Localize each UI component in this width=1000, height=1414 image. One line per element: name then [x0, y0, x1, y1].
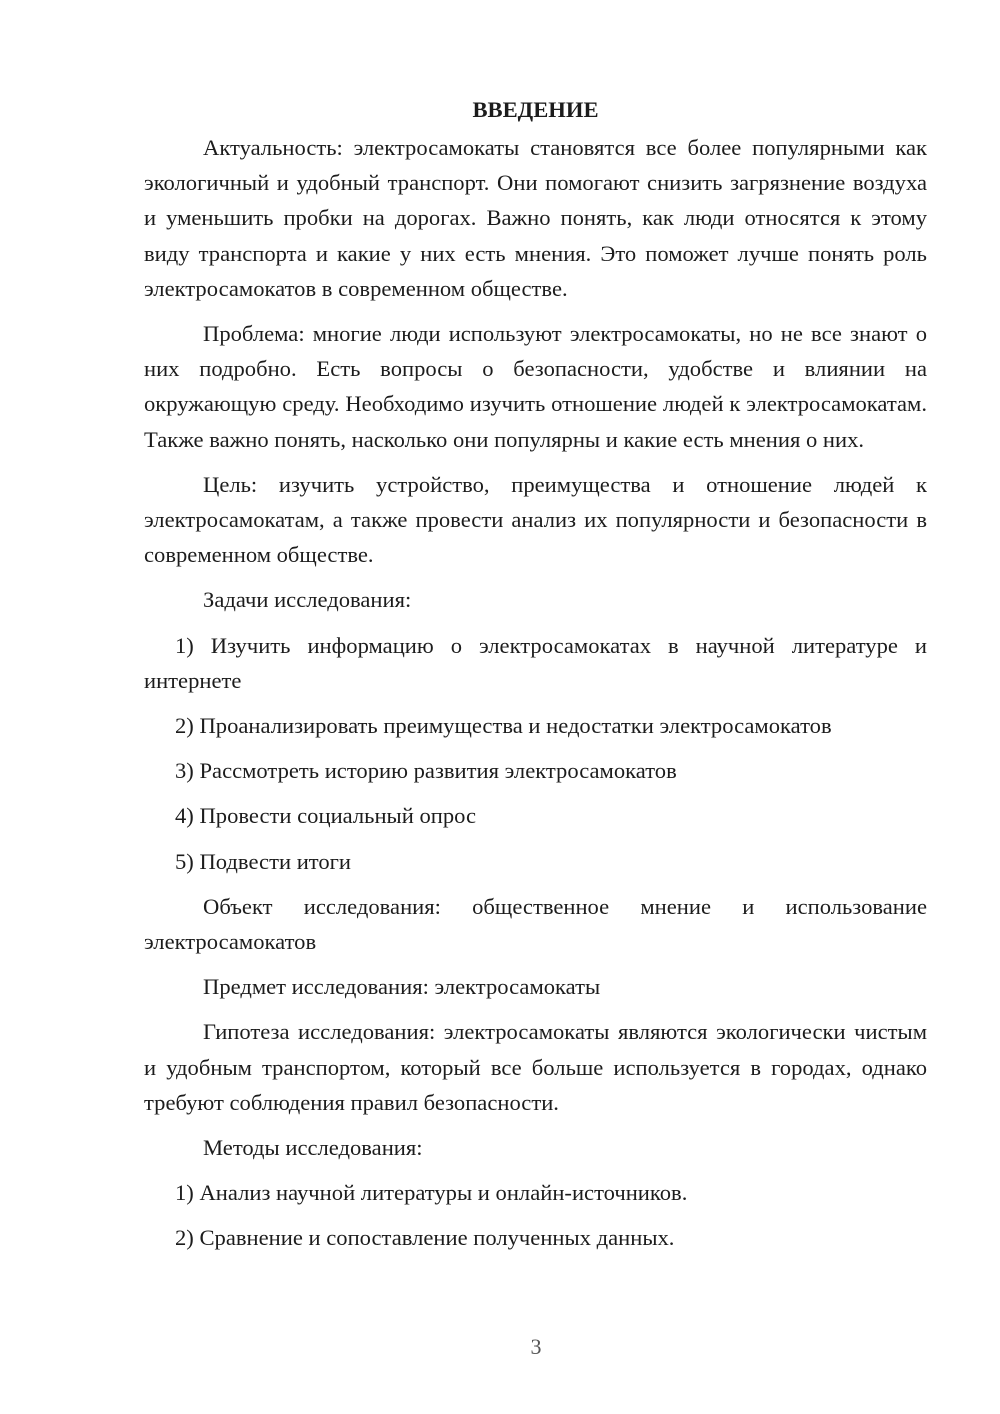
- section-title: ВВЕДЕНИЕ: [472, 97, 599, 122]
- method-item: 2) Сравнение и сопоставление полученных данных.: [175, 1225, 675, 1251]
- task-item: 5) Подвести итоги: [175, 848, 352, 874]
- hypothesis-paragraph: Гипотеза исследования: электросамокаты являются экологически чистым и удобным транспортом, который все больше используется в городах, однако требуют соблюдения правил безопасности.: [144, 1019, 927, 1115]
- goal-paragraph: Цель: изучить устройство, преимущества и отношение людей к электросамокатам, а также провести анализ их популярности и безопасности в современном обществе.: [144, 471, 927, 568]
- relevance-paragraph: Актуальность: электросамокаты становятся все более популярными как экологичный и удобный транспорт. Они помогают снизить загрязнение воздуха и уменьшить пробки на дорогах. Важно понять, как люди относятся к этому виду транспорта и какие у них есть мнения. Это поможет лучше понять роль электросамокатов в современном обществе.: [144, 135, 927, 301]
- task-item: 1) Изучить информацию о электросамокатах в научной литературе и интернете: [144, 632, 927, 693]
- subject-paragraph: Предмет исследования: электросамокаты: [203, 974, 601, 1000]
- task-item: 4) Провести социальный опрос: [175, 803, 477, 829]
- task-item: 3) Рассмотреть историю развития электросамокатов: [175, 758, 677, 784]
- page-number: 3: [530, 1334, 542, 1359]
- problem-paragraph: Проблема: многие люди используют электросамокаты, но не все знают о них подробно. Есть вопросы о безопасности, удобстве и влиянии на окружающую среду. Необходимо изучить отношение людей к электросамокатам. Также важно понять, насколько они популярны и какие есть мнения о них.: [144, 321, 927, 452]
- method-item: 1) Анализ научной литературы и онлайн-источников.: [175, 1180, 688, 1206]
- methods-heading: Методы исследования:: [203, 1135, 423, 1161]
- object-paragraph: Объект исследования: общественное мнение и использование электросамокатов: [144, 893, 927, 955]
- page-body: [144, 92, 927, 1266]
- task-item: 2) Проанализировать преимущества и недостатки электросамокатов: [175, 713, 832, 739]
- tasks-heading: Задачи исследования:: [203, 587, 412, 613]
